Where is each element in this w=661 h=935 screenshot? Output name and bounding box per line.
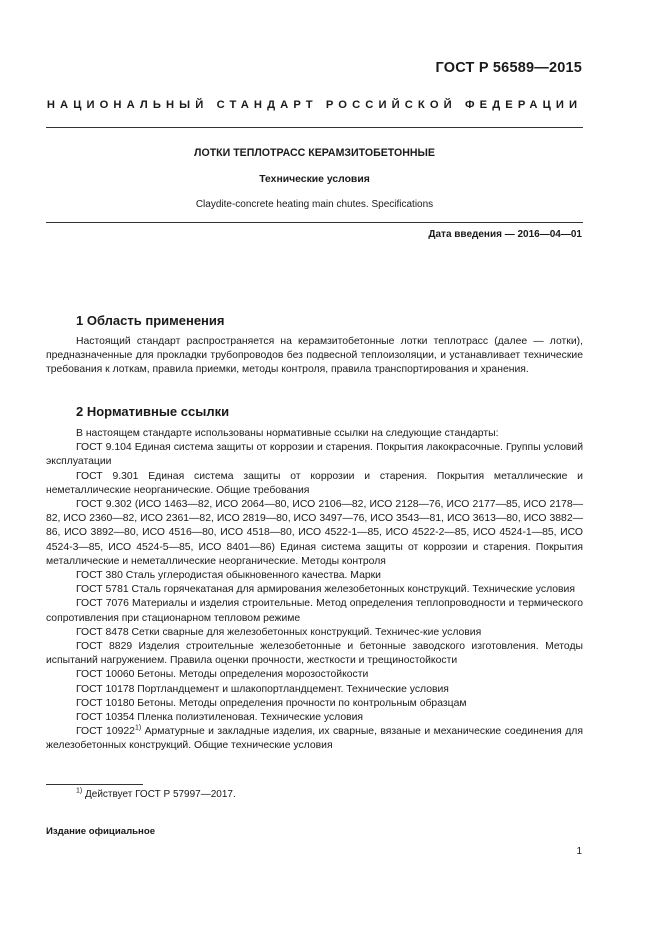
reference-code: ГОСТ 10922 bbox=[76, 726, 135, 738]
footnote-rule bbox=[46, 784, 143, 785]
reference-item: ГОСТ 10180 Бетоны. Методы определения прочности по контрольным образцам bbox=[76, 697, 467, 709]
introduction-date: Дата введения — 2016—04—01 bbox=[428, 229, 582, 240]
reference-item-footnoted bbox=[46, 725, 583, 753]
paragraph: В настоящем стандарте использованы нормативные ссылки на следующие стандарты: bbox=[76, 428, 499, 439]
reference-item: ГОСТ 8478 Сетки сварные для железобетонных конструкций. Техничес-кие условия bbox=[76, 626, 482, 638]
section-heading-scope: 1 Область применения bbox=[76, 313, 225, 328]
footnote-text: Действует ГОСТ Р 57997—2017. bbox=[82, 789, 236, 800]
header-rule bbox=[46, 127, 583, 128]
title-rule bbox=[46, 222, 583, 223]
reference-item: ГОСТ 9.301 Единая система защиты от коррозии и старения. Покрытия металлические и неметаллические неорганические. Общие требования bbox=[46, 470, 583, 496]
national-standard-banner: НАЦИОНАЛЬНЫЙ СТАНДАРТ РОССИЙСКОЙ ФЕДЕРАЦИИ bbox=[46, 99, 583, 111]
section-heading-references: 2 Нормативные ссылки bbox=[76, 404, 230, 419]
footnote-marker: 1) bbox=[76, 787, 83, 795]
reference-item: ГОСТ 9.104 Единая система защиты от коррозии и старения. Покрытия лакокрасочные. Группы условий эксплуатации bbox=[46, 442, 583, 468]
document-subtitle: Технические условия bbox=[259, 174, 370, 185]
reference-item: ГОСТ 7076 Материалы и изделия строительные. Метод определения теплопроводности и термического сопротивления при стационарном тепловом режиме bbox=[46, 598, 583, 624]
section-scope-body bbox=[46, 335, 583, 378]
reference-item: ГОСТ 10178 Портландцемент и шлакопортландцемент. Технические условия bbox=[76, 683, 449, 695]
section-references-body bbox=[46, 427, 583, 754]
paragraph: Настоящий стандарт распространяется на керамзитобетонные лотки теплотрасс (далее — лотки), предназначенные для прокладки трубопроводов без подвесной теплоизоляции, и устанавливает технические требования к лоткам, правила приемки, методы контроля, правила транспортирования и хранения. bbox=[46, 336, 583, 376]
reference-item: ГОСТ 9.302 (ИСО 1463—82, ИСО 2064—80, ИСО 2106—82, ИСО 2128—76, ИСО 2177—85, ИСО 2178—82, ИСО 2360—82, ИСО 2361—82, ИСО 2819—80, ИСО 3497—76, ИСО 3543—81, ИСО 3613—80, ИСО 3882—86, ИСО 3892—80, ИСО 4516—80, ИСО 4518—80, ИСО 4522-1—85, ИСО 4522-2—85, ИСО 4524-1—85, ИСО 4524-3—85, ИСО 4524-5—85, ИСО 8401—86) Единая система защиты от коррозии и старения. Покрытия металлические и неметаллические неорганические. Методы контроля bbox=[46, 499, 583, 567]
english-title: Claydite-concrete heating main chutes. Specifications bbox=[195, 199, 434, 210]
reference-item: ГОСТ 5781 Сталь горячекатаная для армирования железобетонных конструкций. Технические условия bbox=[76, 584, 575, 596]
reference-item: ГОСТ 10060 Бетоны. Методы определения морозостойкости bbox=[76, 669, 369, 681]
reference-text: Арматурные и закладные изделия, их сварные, вязаные и механические соединения для железобетонных конструкций. Общие технические условия bbox=[46, 726, 583, 752]
reference-item: ГОСТ 10354 Пленка полиэтиленовая. Технические условия bbox=[76, 712, 364, 724]
edition-label: Издание официальное bbox=[46, 826, 156, 837]
document-title: ЛОТКИ ТЕПЛОТРАСС КЕРАМЗИТОБЕТОННЫЕ bbox=[194, 147, 435, 159]
footnote-marker: 1) bbox=[134, 724, 142, 732]
footnote bbox=[76, 789, 236, 800]
document-code: ГОСТ Р 56589—2015 bbox=[435, 60, 582, 76]
page-number: 1 bbox=[576, 846, 582, 857]
reference-item: ГОСТ 8829 Изделия строительные железобетонные и бетонные заводского изготовления. Методы испытаний нагружением. Правила оценки прочности, жесткости и трещиностойкости bbox=[46, 641, 583, 667]
reference-item: ГОСТ 380 Сталь углеродистая обыкновенного качества. Марки bbox=[76, 570, 381, 582]
